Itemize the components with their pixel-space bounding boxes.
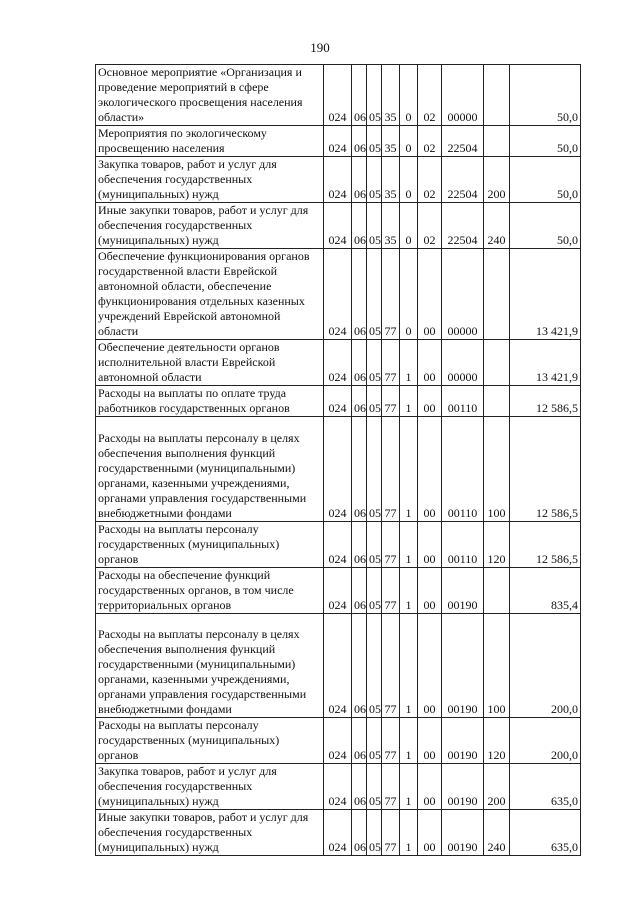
code-subsection: 05	[367, 249, 382, 340]
code-subprogram: 1	[400, 522, 418, 568]
code-event: 00	[418, 764, 442, 810]
code-direction: 00190	[442, 614, 484, 718]
amount: 50,0	[510, 203, 581, 249]
code-section: 06	[352, 614, 367, 718]
code-subsection: 05	[367, 810, 382, 856]
code-program: 77	[382, 718, 400, 764]
code-grbs: 024	[324, 157, 352, 203]
amount: 200,0	[510, 614, 581, 718]
table-row	[96, 522, 581, 568]
row-name: Иные закупки товаров, работ и услуг для обеспечения государственных (муниципальных) нужд	[96, 810, 324, 856]
row-name: Иные закупки товаров, работ и услуг для обеспечения государственных (муниципальных) нужд	[96, 203, 324, 249]
table-row	[96, 126, 581, 157]
code-section: 06	[352, 522, 367, 568]
code-event: 02	[418, 65, 442, 126]
code-event: 02	[418, 157, 442, 203]
code-event: 00	[418, 614, 442, 718]
amount: 12 586,5	[510, 417, 581, 522]
code-expense-type: 200	[484, 764, 510, 810]
code-program: 35	[382, 65, 400, 126]
code-direction: 00000	[442, 65, 484, 126]
code-direction: 22504	[442, 126, 484, 157]
code-subsection: 05	[367, 157, 382, 203]
code-event: 00	[418, 718, 442, 764]
code-program: 35	[382, 203, 400, 249]
row-name: Расходы на выплаты персоналу в целях обеспечения выполнения функций государственными (муниципальными) органами, казенными учреждениями, органами управления государственными внебюджетными фондами	[96, 417, 324, 522]
code-section: 06	[352, 386, 367, 417]
code-subsection: 05	[367, 417, 382, 522]
table-row	[96, 340, 581, 386]
table-row	[96, 203, 581, 249]
code-direction: 22504	[442, 203, 484, 249]
code-event: 00	[418, 417, 442, 522]
table-row	[96, 568, 581, 614]
table-row	[96, 65, 581, 126]
row-name: Закупка товаров, работ и услуг для обеспечения государственных (муниципальных) нужд	[96, 157, 324, 203]
code-subprogram: 1	[400, 614, 418, 718]
code-subprogram: 1	[400, 417, 418, 522]
code-subsection: 05	[367, 522, 382, 568]
code-grbs: 024	[324, 522, 352, 568]
code-expense-type	[484, 126, 510, 157]
code-direction: 00110	[442, 417, 484, 522]
code-subsection: 05	[367, 568, 382, 614]
amount: 13 421,9	[510, 249, 581, 340]
code-expense-type: 200	[484, 157, 510, 203]
row-name: Основное мероприятие «Организация и проведение мероприятий в сфере экологического просвещения населения области»	[96, 65, 324, 126]
table-row	[96, 810, 581, 856]
code-expense-type	[484, 386, 510, 417]
code-section: 06	[352, 157, 367, 203]
row-name: Обеспечение деятельности органов исполнительной власти Еврейской автономной области	[96, 340, 324, 386]
code-grbs: 024	[324, 810, 352, 856]
code-event: 00	[418, 810, 442, 856]
table-row	[96, 157, 581, 203]
code-event: 00	[418, 386, 442, 417]
code-subprogram: 1	[400, 568, 418, 614]
code-subsection: 05	[367, 203, 382, 249]
code-subprogram: 0	[400, 65, 418, 126]
code-expense-type: 120	[484, 522, 510, 568]
code-subsection: 05	[367, 340, 382, 386]
amount: 635,0	[510, 764, 581, 810]
code-program: 77	[382, 522, 400, 568]
code-section: 06	[352, 203, 367, 249]
amount: 200,0	[510, 718, 581, 764]
code-expense-type: 100	[484, 614, 510, 718]
code-program: 77	[382, 386, 400, 417]
code-program: 35	[382, 157, 400, 203]
table-row	[96, 386, 581, 417]
code-program: 77	[382, 249, 400, 340]
row-name: Расходы на выплаты по оплате труда работников государственных органов	[96, 386, 324, 417]
code-section: 06	[352, 249, 367, 340]
code-section: 06	[352, 65, 367, 126]
code-grbs: 024	[324, 568, 352, 614]
code-expense-type: 240	[484, 810, 510, 856]
code-subprogram: 0	[400, 157, 418, 203]
row-name: Расходы на обеспечение функций государственных органов, в том числе территориальных органов	[96, 568, 324, 614]
code-subprogram: 1	[400, 810, 418, 856]
code-section: 06	[352, 417, 367, 522]
code-direction: 00190	[442, 810, 484, 856]
code-grbs: 024	[324, 249, 352, 340]
table-row	[96, 764, 581, 810]
code-expense-type	[484, 340, 510, 386]
code-program: 77	[382, 340, 400, 386]
code-grbs: 024	[324, 764, 352, 810]
code-subsection: 05	[367, 614, 382, 718]
table-row	[96, 614, 581, 718]
code-subsection: 05	[367, 386, 382, 417]
table-body	[96, 65, 581, 856]
code-expense-type: 240	[484, 203, 510, 249]
row-name: Расходы на выплаты персоналу в целях обеспечения выполнения функций государственными (муниципальными) органами, казенными учреждениями, органами управления государственными внебюджетными фондами	[96, 614, 324, 718]
code-direction: 00190	[442, 568, 484, 614]
code-grbs: 024	[324, 126, 352, 157]
page-number: 190	[310, 40, 330, 55]
code-section: 06	[352, 810, 367, 856]
code-event: 02	[418, 203, 442, 249]
code-expense-type: 120	[484, 718, 510, 764]
code-program: 77	[382, 614, 400, 718]
code-program: 77	[382, 810, 400, 856]
amount: 50,0	[510, 157, 581, 203]
code-direction: 00190	[442, 718, 484, 764]
table-row	[96, 417, 581, 522]
code-direction: 00190	[442, 764, 484, 810]
code-program: 35	[382, 126, 400, 157]
row-name: Закупка товаров, работ и услуг для обеспечения государственных (муниципальных) нужд	[96, 764, 324, 810]
code-subprogram: 1	[400, 340, 418, 386]
code-subprogram: 0	[400, 249, 418, 340]
table-row	[96, 249, 581, 340]
amount: 13 421,9	[510, 340, 581, 386]
row-name: Расходы на выплаты персоналу государственных (муниципальных) органов	[96, 522, 324, 568]
row-name: Обеспечение функционирования органов государственной власти Еврейской автономной области, обеспечение функционирования отдельных казенных учреждений Еврейской автономной области	[96, 249, 324, 340]
code-subprogram: 0	[400, 126, 418, 157]
row-name: Мероприятия по экологическому просвещению населения	[96, 126, 324, 157]
code-grbs: 024	[324, 65, 352, 126]
code-program: 77	[382, 764, 400, 810]
code-section: 06	[352, 126, 367, 157]
code-direction: 00000	[442, 249, 484, 340]
code-direction: 00110	[442, 386, 484, 417]
code-event: 00	[418, 568, 442, 614]
code-subsection: 05	[367, 764, 382, 810]
table-row	[96, 718, 581, 764]
code-grbs: 024	[324, 718, 352, 764]
code-expense-type	[484, 65, 510, 126]
code-section: 06	[352, 340, 367, 386]
code-section: 06	[352, 568, 367, 614]
code-subsection: 05	[367, 718, 382, 764]
row-name: Расходы на выплаты персоналу государственных (муниципальных) органов	[96, 718, 324, 764]
code-event: 00	[418, 340, 442, 386]
amount: 12 586,5	[510, 386, 581, 417]
code-direction: 00110	[442, 522, 484, 568]
code-expense-type: 100	[484, 417, 510, 522]
code-section: 06	[352, 718, 367, 764]
code-expense-type	[484, 568, 510, 614]
amount: 50,0	[510, 126, 581, 157]
code-subprogram: 1	[400, 386, 418, 417]
code-direction: 00000	[442, 340, 484, 386]
code-grbs: 024	[324, 417, 352, 522]
code-subsection: 05	[367, 126, 382, 157]
amount: 635,0	[510, 810, 581, 856]
code-subsection: 05	[367, 65, 382, 126]
amount: 835,4	[510, 568, 581, 614]
code-expense-type	[484, 249, 510, 340]
code-program: 77	[382, 417, 400, 522]
amount: 50,0	[510, 65, 581, 126]
code-direction: 22504	[442, 157, 484, 203]
code-grbs: 024	[324, 614, 352, 718]
code-subprogram: 1	[400, 718, 418, 764]
code-section: 06	[352, 764, 367, 810]
amount: 12 586,5	[510, 522, 581, 568]
code-subprogram: 0	[400, 203, 418, 249]
code-grbs: 024	[324, 203, 352, 249]
code-grbs: 024	[324, 386, 352, 417]
code-event: 00	[418, 249, 442, 340]
code-program: 77	[382, 568, 400, 614]
code-subprogram: 1	[400, 764, 418, 810]
code-event: 02	[418, 126, 442, 157]
code-grbs: 024	[324, 340, 352, 386]
budget-table	[95, 64, 581, 856]
code-event: 00	[418, 522, 442, 568]
